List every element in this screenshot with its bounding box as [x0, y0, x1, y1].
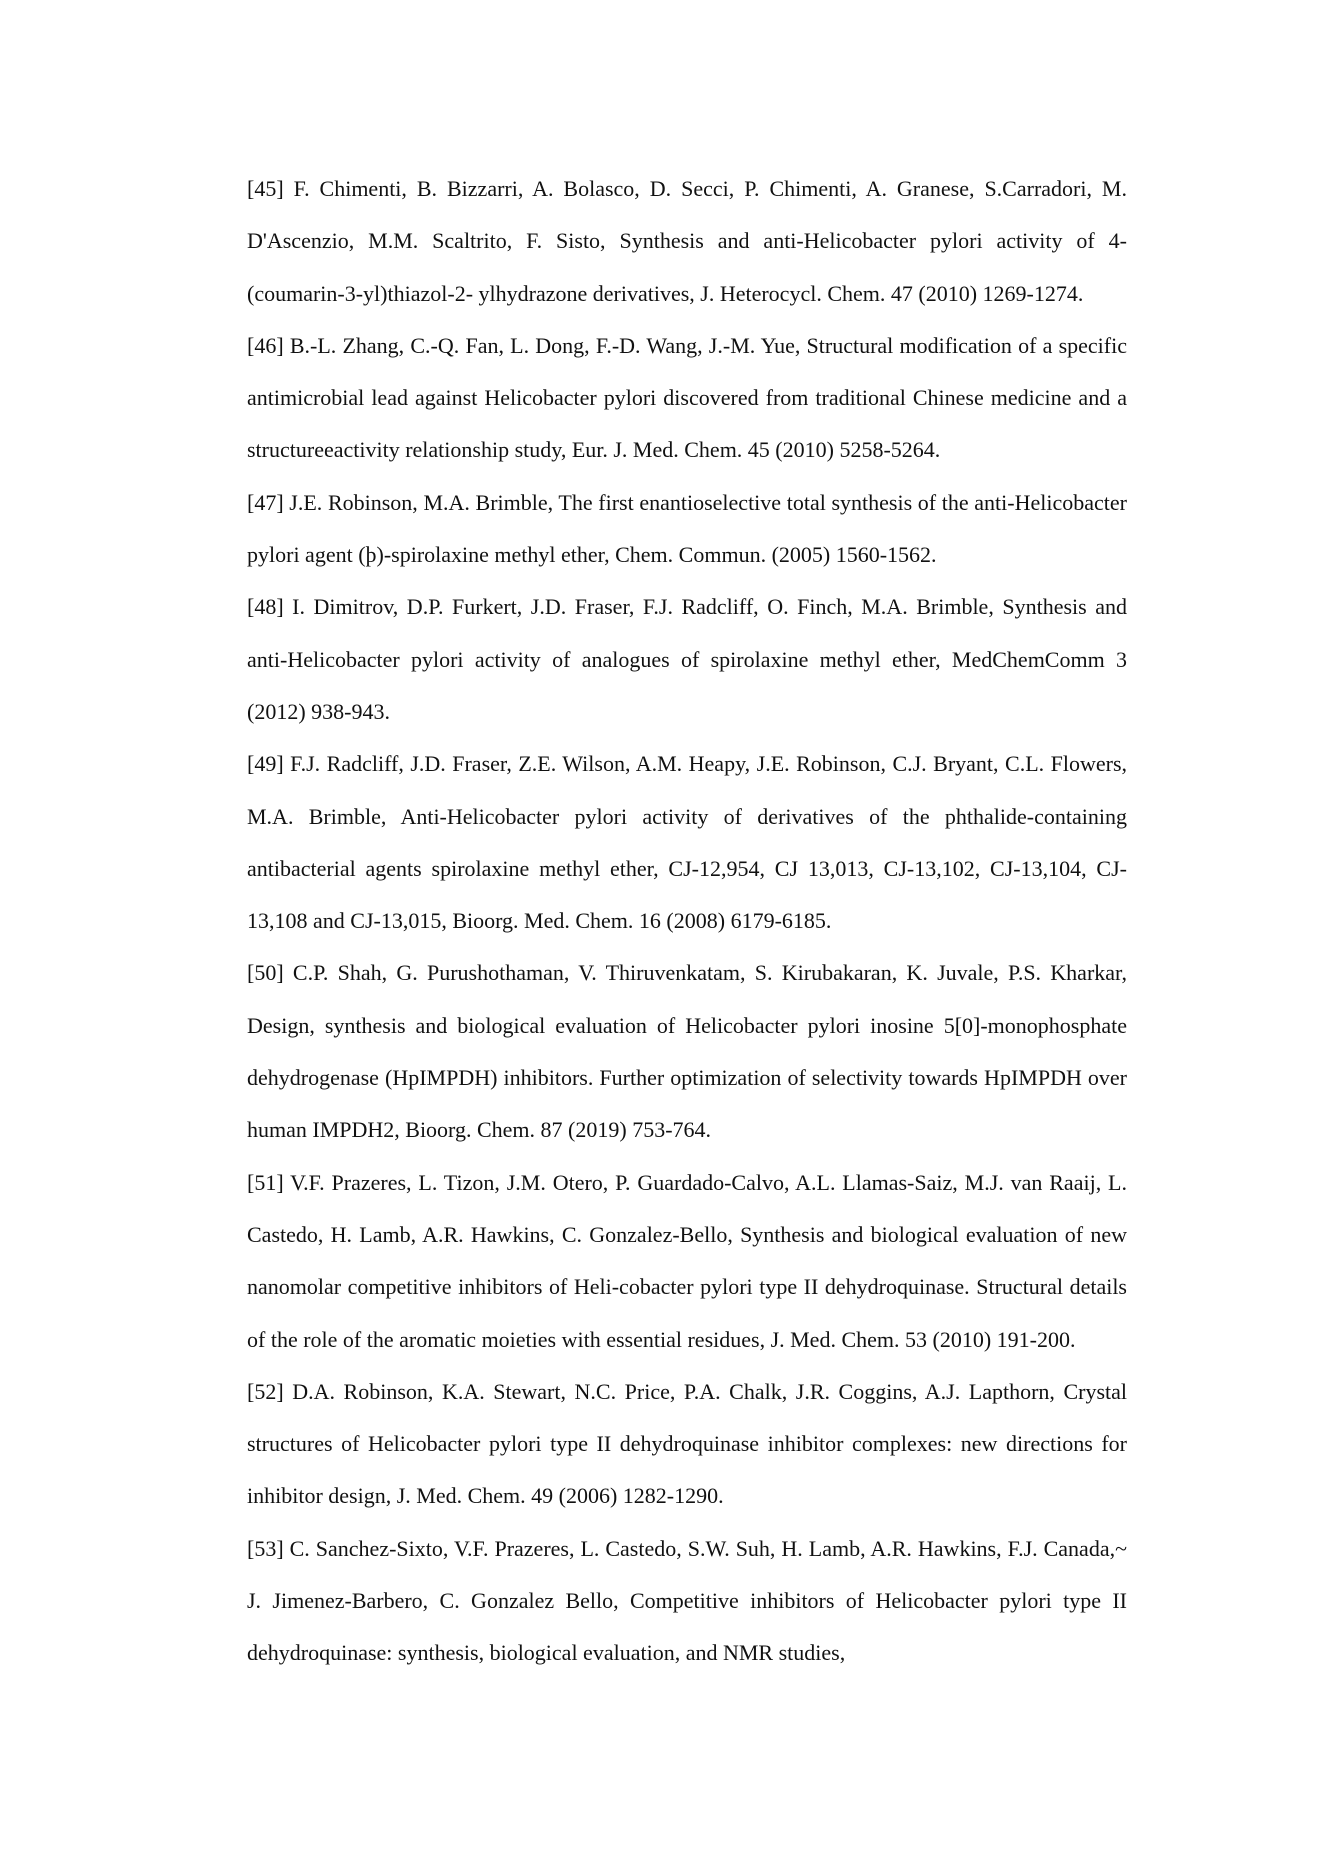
reference-50: [50] C.P. Shah, G. Purushothaman, V. Thiruvenkatam, S. Kirubakaran, K. Juvale, P.S. Kharkar, Design, synthesis and biological evaluation of Helicobacter pylori inosine 5[0]-monophosphate dehydrogenase (HpIMPDH) inhibitors. Further optimization of selectivity towards HpIMPDH over human IMPDH2, Bioorg. Chem. 87 (2019) 753-764.: [247, 960, 1127, 1143]
reference-53: [53] C. Sanchez-Sixto, V.F. Prazeres, L. Castedo, S.W. Suh, H. Lamb, A.R. Hawkins, F.J. Canada,~ J. Jimenez-Barbero, C. Gonzalez Bello, Competitive inhibitors of Helicobacter pylori type II dehydroquinase: synthesis, biological evaluation, and NMR studies,: [247, 1535, 1127, 1666]
reference-51: [51] V.F. Prazeres, L. Tizon, J.M. Otero, P. Guardado-Calvo, A.L. Llamas-Saiz, M.J. van Raaij, L. Castedo, H. Lamb, A.R. Hawkins, C. Gonzalez-Bello, Synthesis and biological evaluation of new nanomolar competitive inhibitors of Heli-cobacter pylori type II dehydroquinase. Structural details of the role of the aromatic moieties with essential residues, J. Med. Chem. 53 (2010) 191-200.: [247, 1169, 1127, 1352]
reference-45: [45] F. Chimenti, B. Bizzarri, A. Bolasco, D. Secci, P. Chimenti, A. Granese, S.Carradori, M. D'Ascenzio, M.M. Scaltrito, F. Sisto, Synthesis and anti-Helicobacter pylori activity of 4-(coumarin-3-yl)thiazol-2- ylhydrazone derivatives, J. Heterocycl. Chem. 47 (2010) 1269-1274.: [247, 176, 1127, 306]
reference-48: [48] I. Dimitrov, D.P. Furkert, J.D. Fraser, F.J. Radcliff, O. Finch, M.A. Brimble, Synthesis and anti-Helicobacter pylori activity of analogues of spirolaxine methyl ether, MedChemComm 3 (2012) 938-943.: [247, 594, 1127, 724]
reference-46: [46] B.-L. Zhang, C.-Q. Fan, L. Dong, F.-D. Wang, J.-M. Yue, Structural modification of a specific antimicrobial lead against Helicobacter pylori discovered from traditional Chinese medicine and a structureeactivity relationship study, Eur. J. Med. Chem. 45 (2010) 5258-5264.: [247, 332, 1127, 463]
reference-list: [247, 163, 1127, 1680]
reference-49: [49] F.J. Radcliff, J.D. Fraser, Z.E. Wilson, A.M. Heapy, J.E. Robinson, C.J. Bryant, C.L. Flowers, M.A. Brimble, Anti-Helicobacter pylori activity of derivatives of the phthalide-containing antibacterial agents spirolaxine methyl ether, CJ-12,954, CJ 13,013, CJ-13,102, CJ-13,104, CJ-13,108 and CJ-13,015, Bioorg. Med. Chem. 16 (2008) 6179-6185.: [247, 751, 1127, 934]
reference-52: [52] D.A. Robinson, K.A. Stewart, N.C. Price, P.A. Chalk, J.R. Coggins, A.J. Lapthorn, Crystal structures of Helicobacter pylori type II dehydroquinase inhibitor complexes: new directions for inhibitor design, J. Med. Chem. 49 (2006) 1282-1290.: [247, 1378, 1127, 1509]
reference-47: [47] J.E. Robinson, M.A. Brimble, The first enantioselective total synthesis of the anti-Helicobacter pylori agent (þ)-spirolaxine methyl ether, Chem. Commun. (2005) 1560-1562.: [247, 489, 1127, 568]
